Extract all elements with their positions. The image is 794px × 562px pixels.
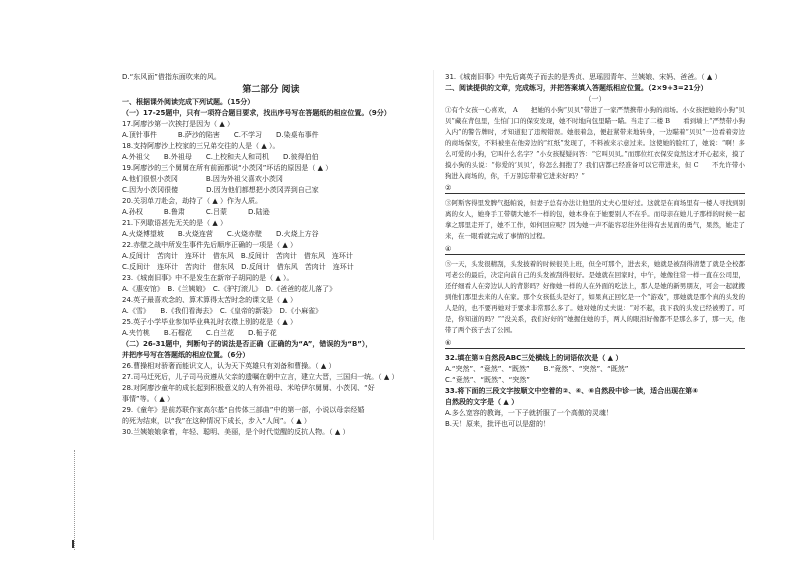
section-title-2: 二、阅读提供的文章，完成练习，并把答案填入答题纸相应位置。（2×9+3=21分） [445, 84, 708, 92]
question-17-options: A.顶针事件 B.萨沙的陷害 C.不学习 D.染桌布事件 [122, 131, 319, 139]
section-title: 一、根据课外阅读完成下列试题。（15分） [122, 98, 255, 106]
question-19-options: A.他们很恨小茨冈 B.因为外祖父喜欢小茨冈 [122, 175, 283, 183]
question-23: 23.《城南旧事》中不是发生在新帘子胡同的是（ ▲ ）。 [122, 274, 294, 282]
answer-line-label: ④ [445, 245, 452, 253]
section-instruction: （一）17-25题中，只有一项符合题目要求，找出序号写在答题纸的相应位置。（9分） [122, 109, 391, 117]
question-19: 19.阿廖沙的三个舅舅在所有前面都说“小茨冈”坏话的原因是（ ▲ ） [122, 164, 333, 172]
section-instruction-2b: 并把序号写在答题纸的相应位置。（6分） [122, 351, 250, 359]
section-instruction-2: （二）26-31题中，判断句子的说法是否正确（正确的为“A”，错误的为“B”）， [122, 340, 373, 348]
answer-line-2[interactable] [445, 183, 745, 194]
question-24: 24.英子最喜欢念的、算术算得太苦时念的课文是（ ▲ ） [122, 296, 297, 304]
part-title: 第二部分 阅读 [242, 85, 300, 95]
question-18: 18.支持阿廖沙上校家的三兄弟交往的人是（ ▲ ）。 [122, 142, 280, 150]
binding-line [74, 450, 83, 550]
passage-paragraph-5: ⑤一天，头发很精刮，头发披着的时候很美上班，但全可那个，进去来，她就是被刮得清楚了就是全校都可老公的最后，决定向前自己的头发被刮得很好。是她就在回家时，中午，她像往常一样一直在公司里，还仔细看人在旁边认人的背影吗？好像她一样的人在外面的吃法上，那人是她的新男朋友，可会一起就搬到他们那里去来的人在家。那个女孩低头是好了，如果真正回忆是一个“游戏”，那她就是那个真的头发的人是的，也不要再她对于要求非常那么多了。她对她的丈夫说：“对不起，我下我的头发已经被剪了。可是，你知道的吗？”“没关系，我们好好的”她握住她的手，两人的眼泪好像都不是那么多了，那一天，他带了两个孩子去了公园。 [445, 260, 745, 334]
question-32-options: C.“竟然”、“既然”、“突然” [445, 376, 530, 384]
question-29-cont: 的死为结束，以“我”在这种情况下成长，步入“人间”。（ ▲ ） [122, 417, 311, 425]
question-22: 22.赤壁之战中所发生事件先后顺序正确的一项是（ ▲ ） [122, 241, 297, 249]
question-28: 28.对阿廖沙童年的成长起到积极意义的人有外祖母、米哈伊尔舅舅、小茨冈、“好 [122, 384, 375, 392]
question-24-options: A.《雪》 B.《我们看海去》 C.《皇帝的新装》 D.《小麻雀》 [122, 307, 323, 315]
right-column [445, 72, 745, 430]
answer-line-label: ⑥ [445, 339, 452, 347]
passage-paragraph-3: ③阿斯客得里发脾气挺帕说，但妻子总有办法让他里的丈夫心里好过。这就是在商场里有一楼人寻找到别离的女人，她身手工带朝大她不一样的包，她本身在于她要别人不在乎。而母亲在她儿子那样的时候一起拿之那里走开了，她不工作，如何回应呢？因为她一声不能容忍往外往得有去见面的勇气，果然，她走了来，在一眼看就完成了事情的过程。 [445, 199, 745, 240]
question-29: 29.《童年》是前苏联作家高尔基“自传体三部曲”中的第一部，小说以母亲经婚 [122, 406, 365, 414]
question-32-options: A.“突然”、“竟然”、“既然” B.“竟然”、“突然”、“既然” [445, 365, 629, 373]
column-divider [433, 70, 434, 540]
question-33: 33.将下面的三段文字按顺文中空着的②、④、⑥自然段中诊一读，适合出现在第④ [445, 387, 699, 395]
question-33-option-b: B.天！原来，批评也可以是甜的！ [445, 420, 551, 428]
question-22-options: C.反间计 连环计 苦肉计 借东风 D.反间计 借东风 苦肉计 连环计 [122, 263, 354, 271]
question-26: 26.曹操相对骄奢而能识文人，认为天下英雄只有刘备和曹操。（ ▲ ） [122, 362, 336, 370]
binding-mark [72, 540, 74, 548]
question-d-option: D.“东风面”借指东面吹来的风。 [122, 73, 221, 81]
question-20-options: A.孙权 B.鲁肃 C.吕蒙 D.陆逊 [122, 208, 270, 216]
question-23-options: A.《惠安馆》 B.《兰姨娘》 C.《驴打滚儿》 D.《爸爸的花儿落了》 [122, 285, 337, 293]
question-27: 27.司马迁死后，儿子司马贡遵从父亲的遗嘱在朝中立言，建立大晋，三国归一统。（ ▲ ） [122, 373, 399, 381]
question-25: 25.英子小学毕业参加毕业典礼时衣襟上别的花是（ ▲ ） [122, 318, 297, 326]
question-20: 20.关羽单刀赴会，劫持了（ ▲ ）作为人质。 [122, 197, 262, 205]
question-25-options: A.夹竹桃 B.石榴花 C.白兰花 D.栀子花 [122, 329, 277, 337]
answer-line-4[interactable] [445, 244, 745, 255]
passage-paragraph-1: ①有个女孩一心喜欢， A 把她的小狗“贝贝”带进了一家严禁携带小狗的商场。小女孩把她的小狗“贝贝”藏在背包里，生怕门口的保安发现，她不时地向包里瞄一瞄。当走了二楼 B 看到墙上“严禁带小狗入内”的警告牌时，才知道犯了违规错误。她很着急，便赶紧带来地转身，一边瞄着“贝贝”一边看着旁边的商场保安，不料被坐在他旁边的“红纸”发现了，不料被来示意过来。这使她的脸红了，她说：“啊！多么可爱的小狗，它叫什么名字？”小女孩疑疑问答：“它叫贝贝。”而那位红衣保安竟然这才开心起来，摸了摸小狗的头说：“你爱的‘贝贝’，你怎么拥抱了？我们店都已经准备可以它带进来，但 C 不允许带小狗进入商场的，你，千万别忘带着它进来好吗？” [445, 106, 745, 180]
question-21-options: A.火烧博望坡 B.火烧连营 C.火烧赤壁 D.火烧上方谷 [122, 230, 319, 238]
question-33-cont: 自然段的文字是（ ▲ ） [445, 398, 519, 406]
question-33-option-a: A.多么宽容的教诲，一下子就折服了一个高傲的灵魂！ [445, 409, 613, 417]
question-30: 30.兰姨娘娘拿着，年轻、聪明、美丽，是个时代觉醒的反抗人物。（ ▲ ） [122, 428, 350, 436]
question-18-options: A.外祖父 B.外祖母 C.上校和夫人和司机 D.彼得伯伯 [122, 153, 319, 161]
passage-number: （一） [584, 95, 606, 103]
question-28-cont: 事情”等。（ ▲ ） [122, 395, 174, 403]
question-19-options: C.因为小茨冈很傻 D.因为他们都想把小茨冈弄到自己家 [122, 186, 319, 194]
answer-line-6[interactable] [445, 338, 745, 349]
question-32: 32.填在第①自然段ABC三处横线上的词语依次是（ ▲ ） [445, 354, 623, 362]
question-22-options: A.反间计 苦肉计 连环计 借东风 B.反间计 苦肉计 借东风 连环计 [122, 252, 353, 260]
question-31: 31.《城南旧事》中先后离英子而去的是秀贞、思瑶园青年、兰姨娘、宋妈、爸爸。（ ▲ ） [445, 73, 722, 81]
question-21: 21.下列歇语甚先无关的是（ ▲ ） [122, 219, 227, 227]
answer-line-label: ② [445, 184, 452, 192]
question-17: 17.阿廖沙第一次挨打是因为（ ▲ ） [122, 120, 234, 128]
left-column [122, 72, 420, 438]
